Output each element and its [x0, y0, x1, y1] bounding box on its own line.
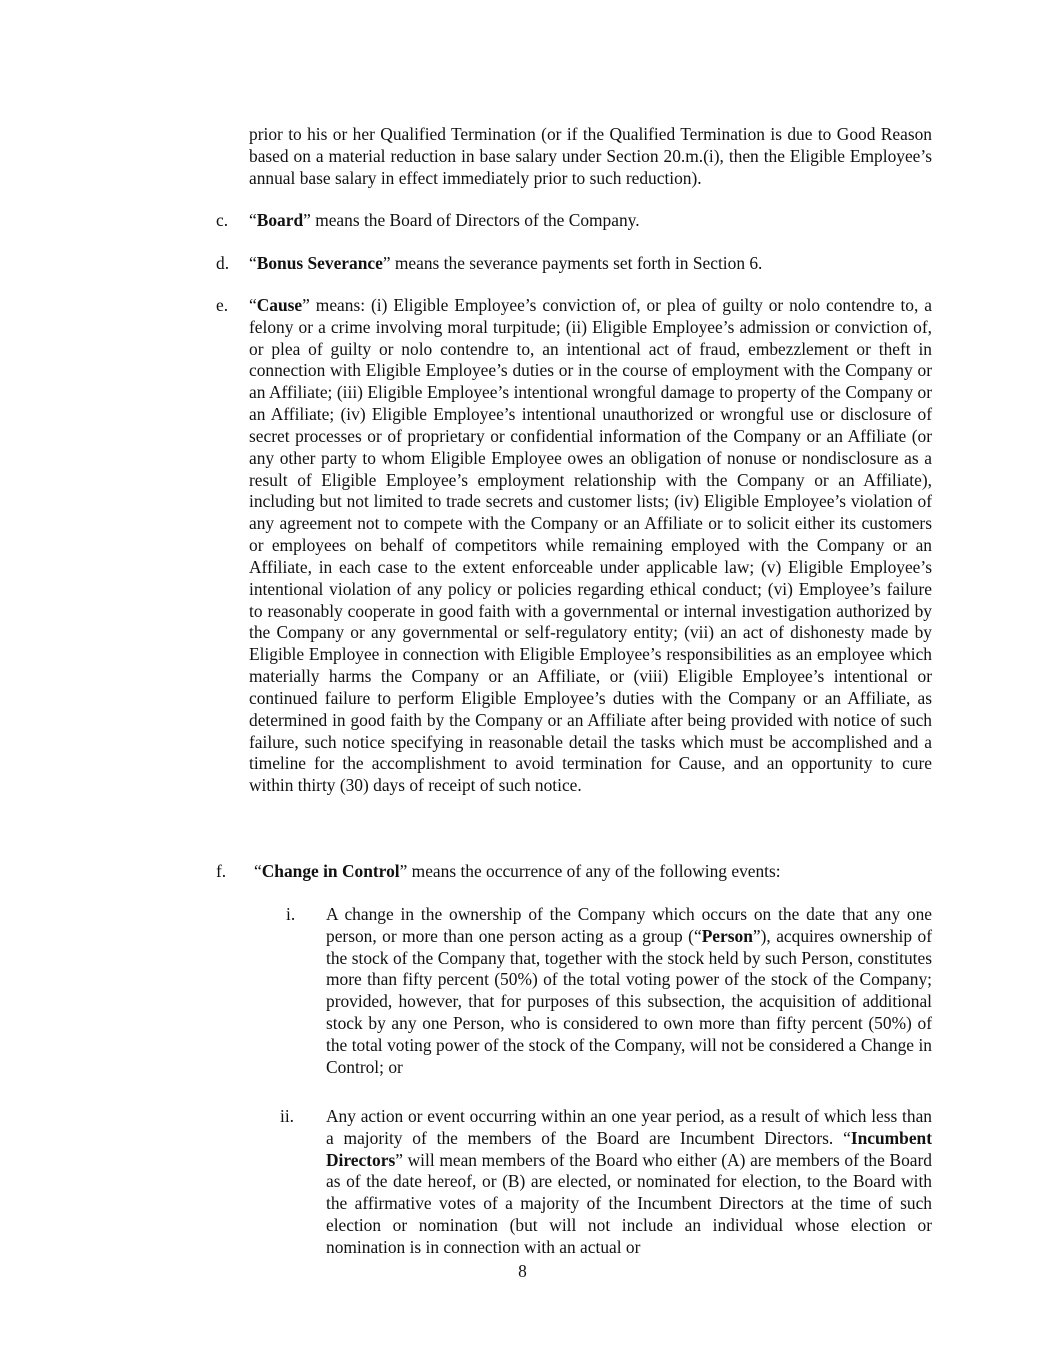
definition-text: ” means the occurrence of any of the following events:	[399, 861, 781, 881]
quote: “	[254, 861, 262, 881]
definition-text: ” means the Board of Directors of the Company.	[303, 210, 640, 230]
defined-term: Change in Control	[261, 861, 400, 881]
subitem-i	[326, 904, 932, 1079]
subitem-text: ”), acquires ownership of the stock of the Company that, together with the stock held by such Person, constitutes more than fifty percent (50%) of the total voting power of the stock of the Company; provided, however, that for purposes of this subsection, the acquisition of additional stock by any one Person, who is considered to own more than fifty percent (50%) of the total voting power of the stock of the Company, will not be considered a Change in Control; or	[326, 925, 932, 1077]
page-number: 8	[518, 1261, 527, 1281]
subitem-text: Any action or event occurring within an one year period, as a result of which less than a majority of the members of the Board are Incumbent Directors. “	[326, 1106, 932, 1148]
definition-cause	[249, 295, 932, 797]
defined-term: Incumbent Directors	[326, 1127, 932, 1170]
item-label-c: c.	[216, 210, 229, 230]
definition-bonus-severance	[249, 253, 932, 275]
subitem-ii	[326, 1106, 932, 1259]
quote: “	[249, 295, 257, 315]
subitem-label-ii: ii.	[280, 1106, 295, 1126]
subitem-text: A change in the ownership of the Company which occurs on the date that any one person, or more than one person acting as a group (“	[326, 904, 932, 946]
definition-text: ” means: (i) Eligible Employee’s conviction of, or plea of guilty or nolo contendre to, a felony or a crime involving moral turpitude; (ii) Eligible Employee’s admission or conviction of, or plea of guilty or nolo contendre to, an intentional act of fraud, embezzlement or theft in connection with Eligible Employee’s duties or in the course of employment with the Company or an Affiliate; (iii) Eligible Employee’s intentional wrongful damage to property of the Company or an Affiliate; (iv) Eligible Employee’s intentional unauthorized or wrongful use or disclosure of secret processes or of proprietary or confidential information of the Company or an Affiliate (or any other party to whom Eligible Employee owes an obligation of nonuse or nondisclosure as a result of Eligible Employee’s employment relationship with the Company or an Affiliate), including but not limited to trade secrets and customer lists; (iv) Eligible Employee’s violation of any agreement not to compete with the Company or an Affiliate or to solicit either its customers or employees on behalf of competitors while remaining employed with the Company or an Affiliate, in each case to the extent enforceable under applicable law; (v) Eligible Employee’s intentional violation of any policy or policies regarding ethical conduct; (vi) Employee’s failure to reasonably cooperate in good faith with a governmental or internal investigation authorized by the Company or any governmental or self-regulatory entity; (vii) an act of dishonesty made by Eligible Employee in connection with Eligible Employee’s responsibilities as an employee which materially harms the Company or an Affiliate, or (viii) Eligible Employee’s intentional or continued failure to perform Eligible Employee’s duties with the Company or an Affiliate, as determined in good faith by the Company or an Affiliate after being provided with notice of such failure, such notice specifying in reasonable detail the tasks which must be accomplished and a timeline for the accomplishment to avoid termination for Cause, and an opportunity to cure within thirty (30) days of receipt of such notice.	[249, 295, 932, 796]
item-label-f: f.	[216, 861, 227, 881]
quote: “	[249, 253, 257, 273]
quote: “	[249, 210, 257, 230]
paragraph-b-continuation: prior to his or her Qualified Termination (or if the Qualified Termination is due to Good Reason based on a material reduction in base salary under Section 20.m.(i), then the Eligible Employee’s annual base salary in effect immediately prior to such reduction).	[249, 124, 932, 188]
item-label-d: d.	[216, 253, 230, 273]
item-label-e: e.	[216, 295, 229, 315]
defined-term: Bonus Severance	[256, 253, 383, 273]
subitem-text: ” will mean members of the Board who either (A) are members of the Board as of the date hereof, or (B) are elected, or nominated for election, to the Board with the affirmative votes of a majority of the Incumbent Directors at the time of such election or nomination (but will not include an individual whose election or nomination is in connection with an actual or	[326, 1149, 932, 1257]
defined-term: Board	[256, 210, 304, 230]
definition-board	[249, 210, 932, 232]
definition-text: ” means the severance payments set forth in Section 6.	[382, 253, 763, 273]
defined-term: Person	[701, 925, 753, 946]
subitem-label-i: i.	[286, 904, 296, 924]
defined-term: Cause	[256, 295, 303, 315]
definition-change-in-control	[254, 861, 937, 883]
